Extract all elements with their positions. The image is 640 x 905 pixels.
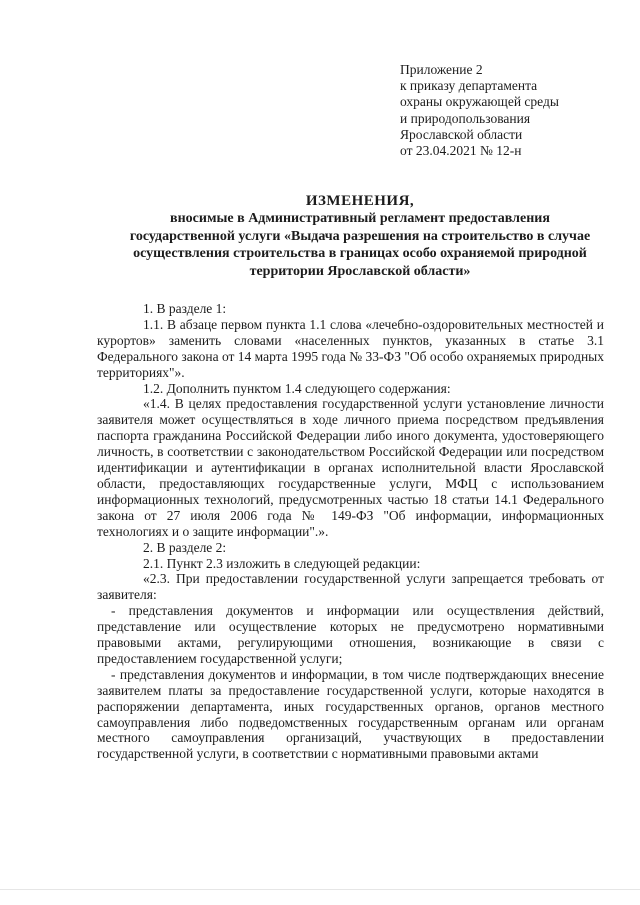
paragraph-1-2: 1.2. Дополнить пунктом 1.4 следующего содержания: — [143, 380, 451, 396]
title-line: территории Ярославской области» — [249, 263, 471, 279]
appendix-line: к приказу департамента — [400, 78, 538, 94]
title-line: вносимые в Административный регламент предоставления — [170, 211, 550, 227]
document-body — [97, 301, 604, 762]
appendix-header — [400, 62, 559, 159]
appendix-line: Ярославской области — [400, 126, 523, 142]
appendix-line: Приложение 2 — [400, 62, 483, 77]
title-line: осуществления строительства в границах особо охраняемой природной — [133, 246, 587, 262]
paragraph-1-1: 1.1. В абзаце первом пункта 1.1 слова «лечебно-оздоровительных местностей и курортов» заменить словами «населенных пунктов, указанных в статье 3.1 Федерального закона от 14 марта 1995 года № 33-ФЗ "Об особо охраняемых природных территориях"». — [97, 316, 604, 380]
paragraph-2-3-text: «2.3. При предоставлении государственной услуги запрещается требовать от заявителя: — [97, 571, 604, 603]
list-item: - представления документов и информации или осуществления действий, представление или осуществление которых не предусмотрено нормативными правовыми актами, регулирующими отношения, возникающие в связи с предоставлением государственной услуги; — [97, 603, 604, 666]
paragraph-section-1: 1. В разделе 1: — [143, 301, 227, 316]
list-item: - представления документов и информации, в том числе подтверждающих внесение заявителем платы за предоставление государственной услуги, которые находятся в распоряжении департамента, иных государственных органов, органов местного самоуправления либо подведомственных государственным органам или органам местного самоуправления организаций, участвующих в предоставлении государственной услуги, в соответствии с нормативными правовыми актами — [97, 666, 604, 762]
title-line: государственной услуги «Выдача разрешения на строительство в случае — [129, 228, 591, 244]
page-edge — [0, 889, 640, 890]
paragraph-2-1: 2.1. Пункт 2.3 изложить в следующей редакции: — [143, 555, 421, 571]
paragraph-1-4-text: «1.4. В целях предоставления государственной услуги установление личности заявителя может осуществляться в ходе личного приема посредством предъявления паспорта гражданина Российской Федерации либо иного документа, удостоверяющего личность, в соответствии с законодательством Российской Федерации или посредством идентификации и аутентификации в органах исполнительной власти Ярославской области, предоставляющих государственные услуги, МФЦ с использованием информационных технологий, предусмотренных частью 18 статьи 14.1 Федерального закона от 27 июля 2006 года № 149-ФЗ "Об информации, информационных технологиях и о защите информации".». — [97, 396, 604, 539]
title-heading: ИЗМЕНЕНИЯ, — [305, 193, 415, 209]
appendix-line: и природопользования — [400, 110, 531, 126]
document-title — [100, 193, 620, 280]
appendix-line: охраны окружающей среды — [400, 94, 559, 110]
appendix-line: от 23.04.2021 № 12-н — [400, 143, 522, 159]
paragraph-section-2: 2. В разделе 2: — [143, 539, 227, 555]
